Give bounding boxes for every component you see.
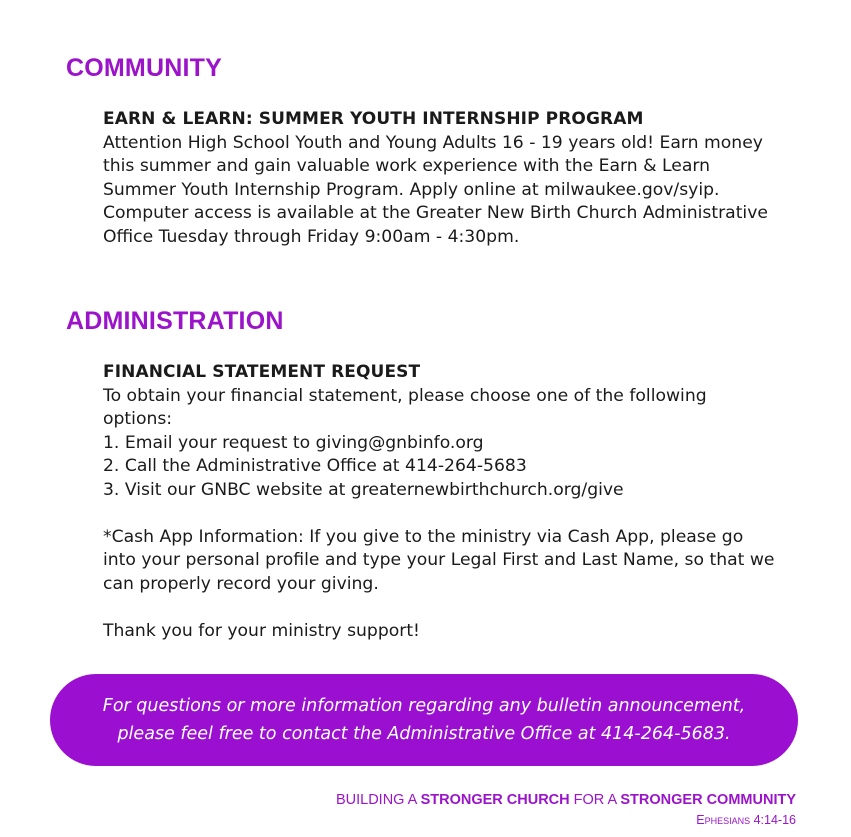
community-line: this summer and gain valuable work experience with the Earn & Learn [103, 156, 711, 176]
tagline-part: FOR A [569, 792, 621, 808]
tagline-emphasis: STRONGER COMMUNITY [620, 792, 796, 808]
cash-app-line: *Cash App Information: If you give to the ministry via Cash App, please go [103, 526, 744, 547]
thanks-line: Thank you for your ministry support! [103, 620, 420, 641]
community-line: Computer access is available at the Greater New Birth Church Administrative [103, 203, 768, 223]
footer-tagline [336, 791, 796, 809]
scripture-reference: Ephesians 4:14-16 [696, 813, 796, 827]
intro-line: To obtain your financial statement, please choose one of the following [103, 385, 707, 406]
administration-heading: ADMINISTRATION [66, 307, 284, 335]
community-line: Office Tuesday through Friday 9:00am - 4:30pm. [103, 226, 520, 247]
financial-statement-title: FINANCIAL STATEMENT REQUEST [103, 362, 421, 382]
community-heading: COMMUNITY [66, 54, 222, 82]
option-item: 1. Email your request to giving@gnbinfo.org [103, 432, 484, 453]
info-line: please feel free to contact the Administrative Office at 414-264-5683. [117, 724, 731, 744]
cash-app-line: into your personal profile and type your Legal First and Last Name, so that we [103, 550, 775, 570]
info-line: For questions or more information regarding any bulletin announcement, [102, 696, 746, 716]
footer [336, 791, 796, 828]
intro-line: options: [103, 409, 173, 429]
internship-program-title: EARN & LEARN: SUMMER YOUTH INTERNSHIP PROGRAM [103, 109, 644, 129]
tagline-emphasis: STRONGER CHURCH [420, 792, 570, 808]
option-item: 2. Call the Administrative Office at 414-264-5683 [103, 456, 527, 476]
administration-announcement [103, 361, 803, 643]
community-line: Attention High School Youth and Young Adults 16 - 19 years old! Earn money [103, 132, 763, 153]
cash-app-line: can properly record your giving. [103, 573, 379, 594]
community-line: Summer Youth Internship Program. Apply online at milwaukee.gov/syip. [103, 179, 720, 200]
community-announcement [103, 108, 803, 249]
tagline-part: BUILDING A [335, 792, 421, 808]
contact-info-banner [50, 674, 798, 766]
option-item: 3. Visit our GNBC website at greaternewbirthchurch.org/give [103, 479, 624, 500]
